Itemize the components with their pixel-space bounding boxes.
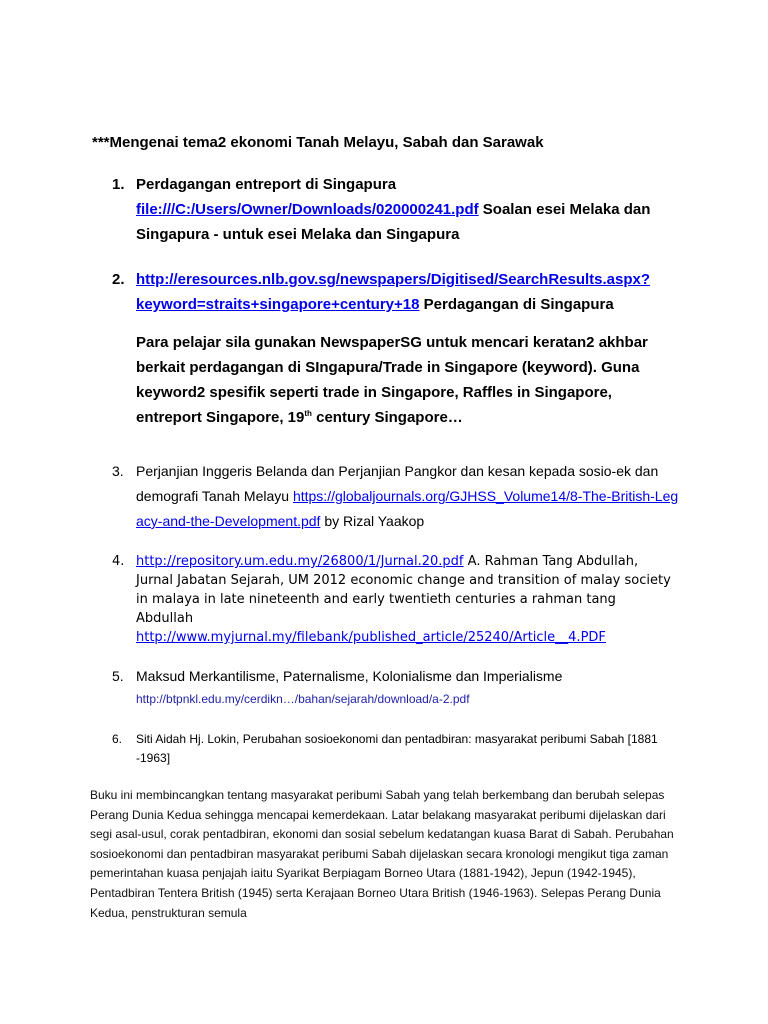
list-body — [136, 552, 676, 647]
list-item-5 — [112, 664, 672, 710]
list-number: 4. — [112, 554, 125, 569]
item-text: Siti Aidah Hj. Lokin, Perubahan sosioekonomi dan pentadbiran: masyarakat peribumi Sabah [1881 -1963] — [136, 732, 658, 765]
list-number: 1. — [112, 176, 125, 193]
item-subtitle: Singapura - untuk esei Melaka dan Singapura — [136, 226, 460, 243]
link-note: Perdagangan di Singapura — [419, 296, 614, 313]
book-description-paragraph: Buku ini membincangkan tentang masyarakat peribumi Sabah yang telah berkembang dan berubah selepas Perang Dunia Kedua sehingga mencapai kemerdekaan. Latar belakang masyarakat peribumi dijelaskan dari segi asal-usul, corak pentadbiran, ekonomi dan sosial sebelum kedatangan kuasa Barat di Sabah. Perubahan sosioekonomi dan pentadbiran masyarakat peribumi Sabah dijelaskan secara kronologi mengikut tiga zaman pemerintahan kuasa penjajah iaitu Syarikat Berpiagam Borneo Utara (1881-1942), Jepun (1942-1945), Pentadbiran Tentera British (1945) serta Kerajaan Borneo Utara British (1946-1963). Selepas Perang Dunia Kedua, penstrukturan semula — [90, 788, 674, 920]
list-item-3 — [112, 459, 679, 535]
btpnkl-link[interactable]: http://btpnkl.edu.my/cerdikn…/bahan/sejarah/download/a-2.pdf — [136, 692, 470, 706]
list-body — [136, 459, 681, 534]
newspaper-search-link-continued[interactable]: keyword=straits+singapore+century+18 — [136, 296, 420, 313]
repository-link[interactable]: http://repository.um.edu.my/26800/1/Jurnal.20.pdf — [136, 554, 464, 569]
list-number: 5. — [112, 668, 124, 684]
list-item-1 — [112, 172, 672, 248]
list-number: 3. — [112, 463, 124, 479]
newspaper-search-link[interactable]: http://eresources.nlb.gov.sg/newspapers/Digitised/SearchResults.aspx? — [136, 271, 651, 288]
list-body — [136, 664, 668, 709]
link-note: Soalan esei Melaka dan — [478, 201, 651, 218]
journal-link[interactable]: https://globaljournals.org/GJHSS_Volume14/8-The-British-Legacy-and-the-Development.pdf — [136, 488, 679, 529]
list-number: 2. — [112, 271, 125, 288]
myjurnal-link[interactable]: http://www.myjurnal.my/filebank/published_article/25240/Article__4.PDF — [136, 630, 606, 645]
list-body — [136, 730, 666, 768]
item-author: by Rizal Yaakop — [320, 513, 425, 529]
list-item-4 — [112, 552, 672, 647]
list-item-6 — [112, 730, 672, 770]
item-title: Perdagangan entreport di Singapura — [136, 176, 397, 193]
pdf-link[interactable]: file:///C:/Users/Owner/Downloads/020000241.pdf — [136, 201, 479, 218]
list-body — [136, 172, 668, 247]
document-heading: ***Mengenai tema2 ekonomi Tanah Melayu, Sabah dan Sarawak — [92, 134, 544, 151]
item-text: Perjanjian Inggeris Belanda dan Perjanjian Pangkor dan kesan kepada sosio-ek dan demografi Tanah Melayu — [136, 463, 659, 504]
item-title: Maksud Merkantilisme, Paternalisme, Kolonialisme dan Imperialisme — [136, 668, 563, 684]
list-item-2 — [112, 267, 672, 437]
item-note: Para pelajar sila gunakan NewspaperSG untuk mencari keratan2 akhbar berkait perdagangan di SIngapura/Trade in Singapore (keyword). Guna keyword2 spesifik seperti trade in Singapore, Raffles in Singapore, entreport Singapore, 19th century Singapore… — [136, 334, 648, 426]
list-number: 6. — [112, 732, 123, 746]
list-body — [136, 267, 668, 430]
item-text: A. Rahman Tang Abdullah, Jurnal Jabatan Sejarah, UM 2012 economic change and transition of malay society in malaya in late nineteenth and early twentieth centuries a rahman tang Abdullah — [136, 554, 671, 626]
